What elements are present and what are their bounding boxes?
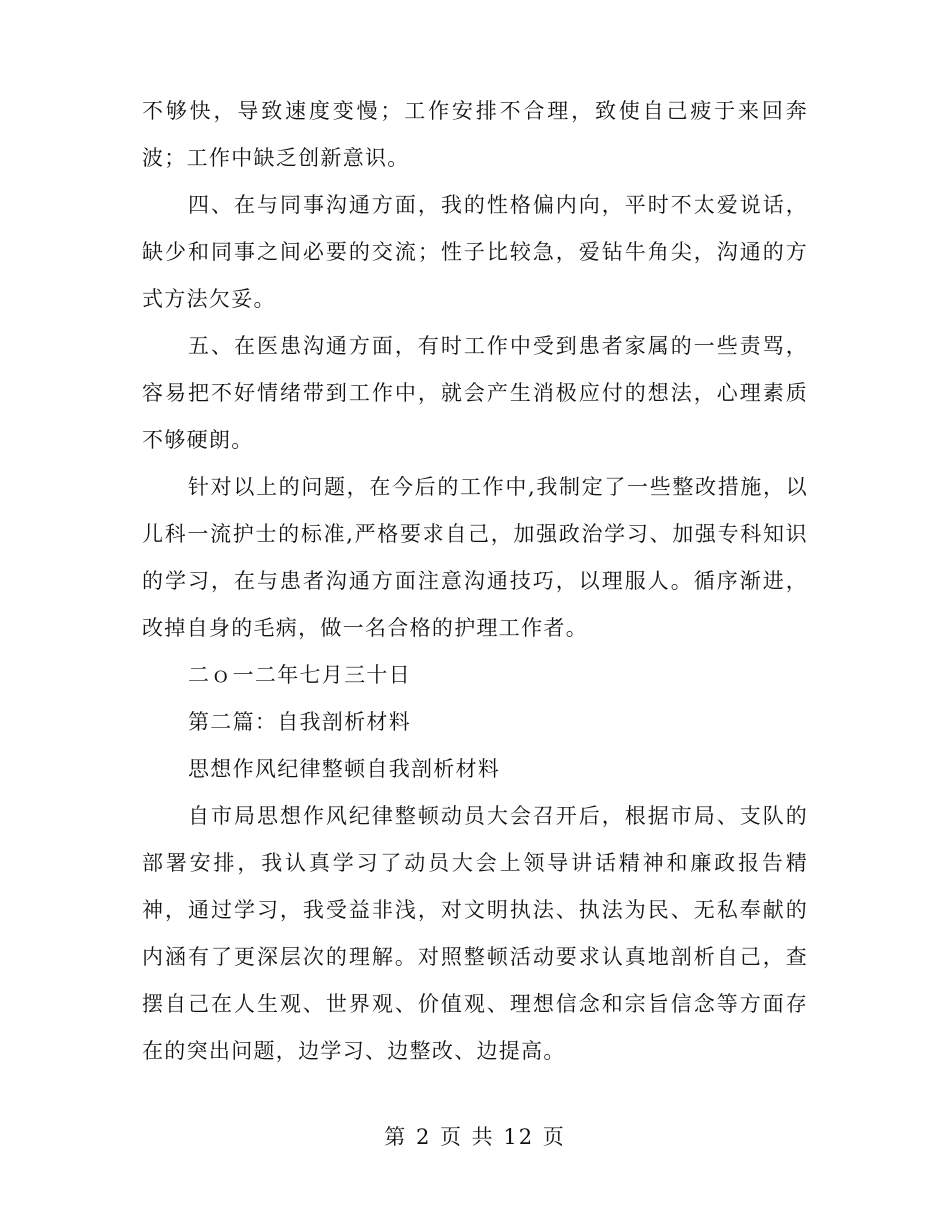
paragraph-colleague-communication: 四、在与同事沟通方面，我的性格偏内向，平时不太爱说话，缺少和同事之间必要的交流；性子比较急，爱钻牛角尖，沟通的方式方法欠妥。 xyxy=(142,193,808,311)
paragraph-patient-communication: 五、在医患沟通方面，有时工作中受到患者家属的一些责骂，容易把不好情绪带到工作中，就会产生消极应付的想法，心理素质不够硬朗。 xyxy=(142,334,808,452)
document-body xyxy=(142,88,808,1075)
paragraph-date: 二ｏ一二年七月三十日 xyxy=(188,663,411,687)
document-title: 思想作风纪律整顿自我剖析材料 xyxy=(188,757,501,781)
paragraph-self-analysis-intro: 自市局思想作风纪律整顿动员大会召开后，根据市局、支队的部署安排，我认真学习了动员大会上领导讲话精神和廉政报告精神，通过学习，我受益非浅，对文明执法、执法为民、无私奉献的内涵有了更深层次的理解。对照整顿活动要求认真地剖析自己，查摆自己在人生观、世界观、价值观、理想信念和宗旨信念等方面存在的突出问题，边学习、边整改、边提高。 xyxy=(142,804,808,1063)
paragraph-rectification-measures: 针对以上的问题，在今后的工作中,我制定了一些整改措施，以儿科一流护士的标准,严格要求自己，加强政治学习、加强专科知识的学习，在与患者沟通方面注意沟通技巧，以理服人。循序渐进，改掉自身的毛病，做一名合格的护理工作者。 xyxy=(142,475,808,640)
paragraph-continuation: 不够快，导致速度变慢；工作安排不合理，致使自己疲于来回奔波；工作中缺乏创新意识。 xyxy=(142,99,808,170)
section-heading: 第二篇：自我剖析材料 xyxy=(188,710,411,734)
page-number-footer: 第 2 页 共 12 页 xyxy=(384,1125,566,1149)
